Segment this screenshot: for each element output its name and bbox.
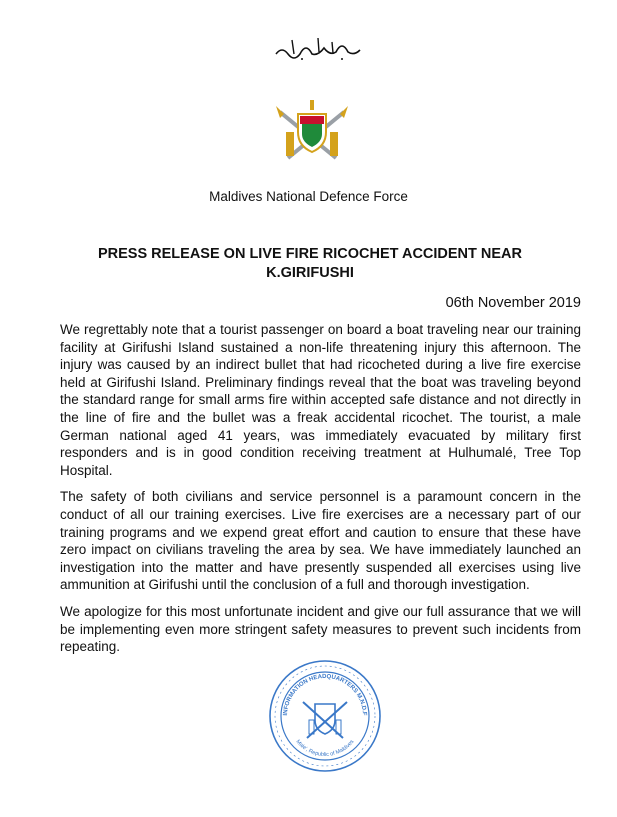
title-line-2: K.GIRIFUSHI — [266, 265, 354, 281]
bismillah-calligraphy — [272, 34, 362, 64]
release-date: 06th November 2019 — [445, 295, 581, 311]
svg-text:Male', Republic of Maldives: Male', Republic of Maldives — [294, 738, 356, 759]
paragraph-1: We regrettably note that a tourist passenger on board a boat traveling near our training facility at Girifushi Island sustained a non-life threatening injury this afternoon. The injury was caused by an indirect bullet that had ricocheted during a live fire exercise held at Girifushi Island. Preliminary findings reveal that the boat was traveling beyond the standard range for small arms fire within accepted safe distance and not directly in the line of fire and the bullet was a freak accidental ricochet. The tourist, a male German national aged 41 years, was immediately evacuated by military first responders and is in good condition receiving treatment at Hulhumalé, Tree Top Hospital. — [60, 322, 581, 478]
press-release-body — [60, 321, 581, 665]
organization-name: Maldives National Defence Force — [209, 189, 408, 204]
paragraph-2: The safety of both civilians and service personnel is a paramount concern in the conduct of all our training exercises. Live fire exercises are a necessary part of our training programs and we expend great effort and caution to ensure that these have zero impact on civilians traveling the area by sea. We have immediately launched an investigation into the matter and have presently suspended all exercises using live ammunition at Girifushi until the conclusion of a full and thorough investigation. — [60, 489, 581, 593]
svg-text:INFORMATION HEADQUARTERS M.N.D: INFORMATION HEADQUARTERS M.N.D.F — [282, 673, 368, 716]
official-seal-stamp — [267, 658, 383, 774]
press-release-title — [40, 245, 580, 283]
paragraph-3: We apologize for this most unfortunate incident and give our full assurance that we will be implementing even more stringent safety measures to prevent such incidents from repeating. — [60, 603, 581, 655]
mndf-crest-logo — [272, 84, 352, 166]
title-line-1: PRESS RELEASE ON LIVE FIRE RICOCHET ACCIDENT NEAR — [97, 246, 523, 262]
